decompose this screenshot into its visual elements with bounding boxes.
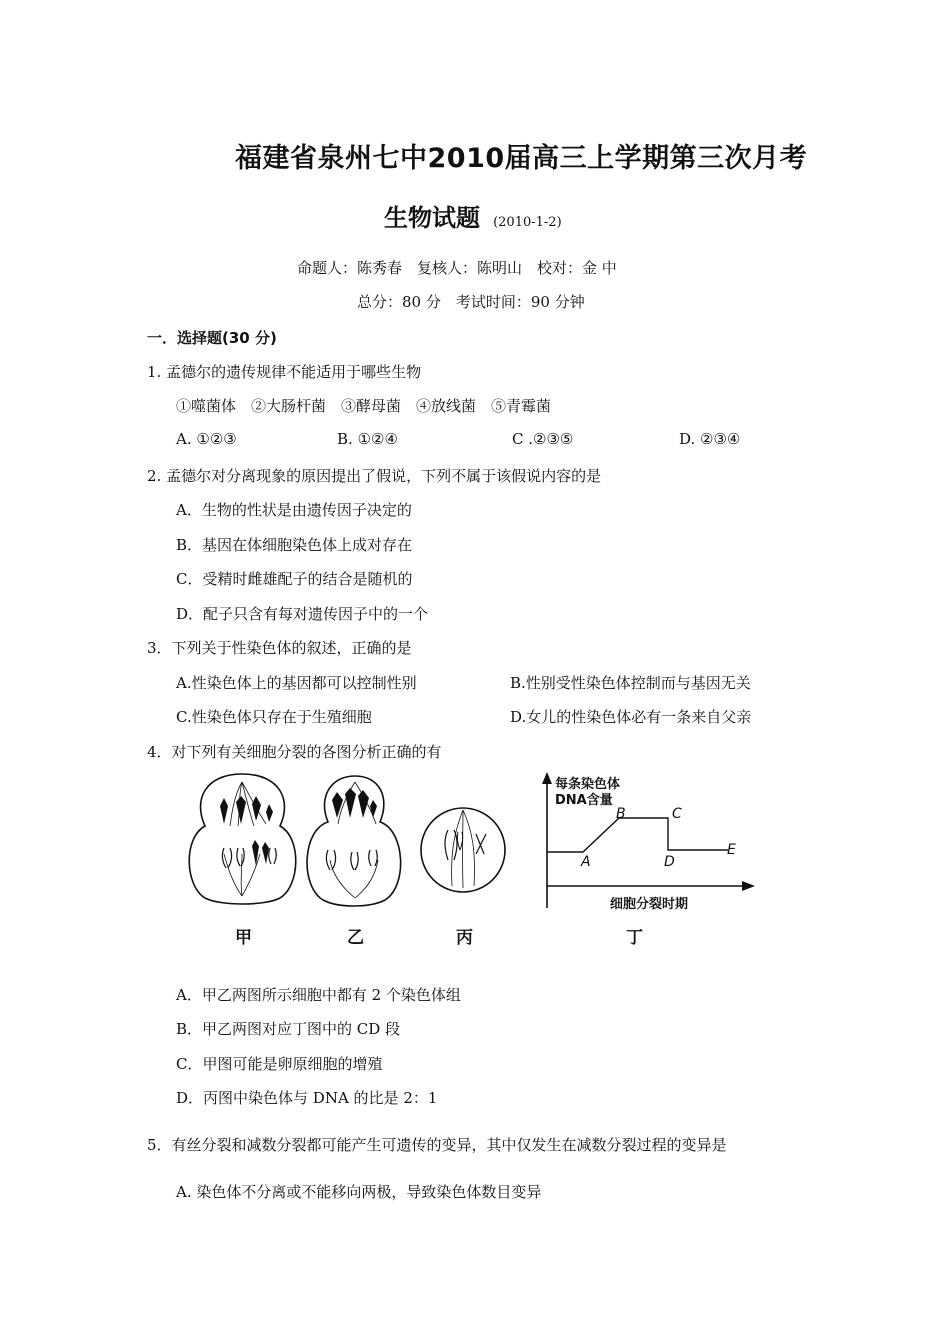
question-2-option-d: D．配子只含有每对遗传因子中的一个 [176, 605, 429, 623]
dna-content-graph [542, 772, 755, 912]
x-axis-arrow [742, 881, 755, 891]
y-axis-label-1: 每条染色体 [555, 777, 621, 792]
question-1-stem: 1. 孟德尔的遗传规律不能适用于哪些生物 [147, 363, 422, 381]
question-3-option-a: A.性染色体上的基因都可以控制性别 [176, 674, 417, 692]
question-3-stem: 3．下列关于性染色体的叙述，正确的是 [147, 639, 412, 657]
subtitle-row [384, 198, 562, 233]
question-1-option-b: B. ①②④ [337, 430, 398, 448]
figure-label-jia: 甲 [235, 928, 252, 948]
question-2-stem: 2. 孟德尔对分离现象的原因提出了假说，下列不属于该假说内容的是 [147, 467, 602, 485]
question-4-option-b: B．甲乙两图对应丁图中的 CD 段 [176, 1020, 401, 1038]
question-4-stem: 4．对下列有关细胞分裂的各图分析正确的有 [147, 743, 442, 761]
figure-label-ding: 丁 [626, 928, 643, 948]
cell-bing-illustration [421, 808, 505, 892]
exam-date: (2010-1-2) [493, 215, 562, 230]
point-b-label: B [616, 806, 626, 822]
y-axis-label-2: DNA含量 [555, 793, 613, 808]
dna-content-line [547, 818, 728, 852]
question-4-option-a: A．甲乙两图所示细胞中都有 2 个染色体组 [176, 986, 461, 1004]
question-3-option-d: D.女儿的性染色体必有一条来自父亲 [510, 708, 752, 726]
question-4-option-d: D．丙图中染色体与 DNA 的比是 2：1 [176, 1089, 438, 1107]
score-time-line: 总分：80 分 考试时间：90 分钟 [357, 293, 585, 311]
point-c-label: C [672, 806, 682, 822]
question-2-option-b: B．基因在体细胞染色体上成对存在 [176, 536, 413, 554]
question-5-stem: 5．有丝分裂和减数分裂都可能产生可遗传的变异，其中仅发生在减数分裂过程的变异是 [147, 1136, 727, 1154]
y-axis-arrow [542, 772, 552, 784]
cell-division-figure [180, 768, 780, 953]
x-axis-label: 细胞分裂时期 [610, 897, 689, 912]
point-d-label: D [664, 854, 675, 870]
cell-yi-illustration [307, 776, 401, 906]
question-1-option-c: C .②③⑤ [512, 430, 574, 448]
figure-label-bing: 丙 [456, 928, 473, 948]
question-1-items: ①噬菌体 ②大肠杆菌 ③酵母菌 ④放线菌 ⑤青霉菌 [176, 397, 552, 415]
question-2-option-a: A．生物的性状是由遗传因子决定的 [176, 501, 412, 519]
point-e-label: E [727, 842, 736, 858]
page-title: 福建省泉州七中2010届高三上学期第三次月考 [235, 143, 808, 174]
point-a-label: A [581, 854, 591, 870]
question-1-option-d: D. ②③④ [679, 430, 741, 448]
subject-title: 生物试题 [384, 204, 480, 232]
question-2-option-c: C．受精时雌雄配子的结合是随机的 [176, 570, 413, 588]
section-title: 一．选择题(30 分) [147, 329, 277, 347]
question-4-option-c: C．甲图可能是卵原细胞的增殖 [176, 1055, 383, 1073]
question-1-option-a: A. ①②③ [176, 430, 237, 448]
figure-label-yi: 乙 [347, 928, 364, 948]
question-3-option-b: B.性别受性染色体控制而与基因无关 [510, 674, 751, 692]
question-5-option-a: A. 染色体不分离或不能移向两极，导致染色体数目变异 [176, 1183, 542, 1201]
authors-line: 命题人：陈秀春 复核人：陈明山 校对：金 中 [297, 259, 617, 277]
question-3-option-c: C.性染色体只存在于生殖细胞 [176, 708, 372, 726]
cell-jia-illustration [189, 774, 296, 904]
